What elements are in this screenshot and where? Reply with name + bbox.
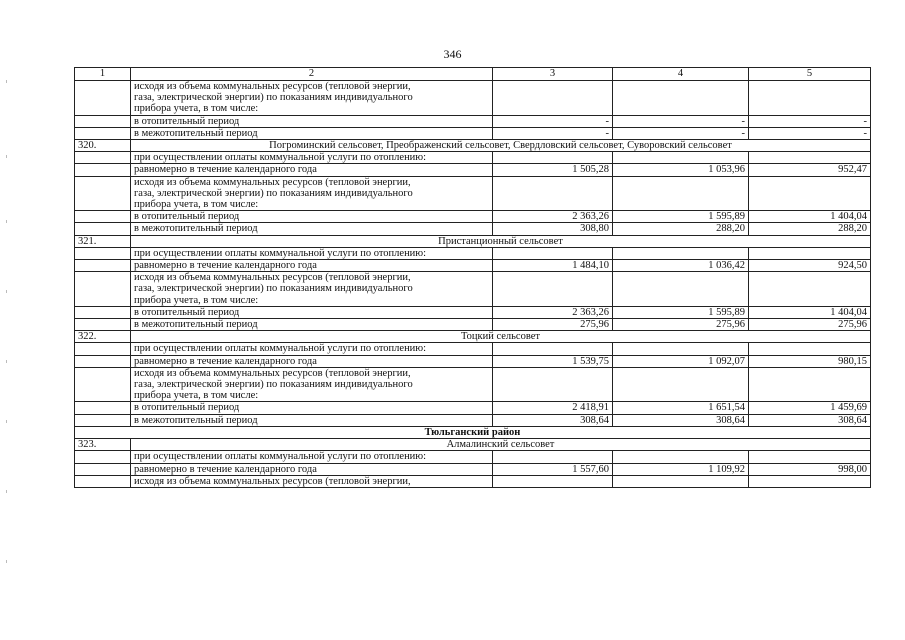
row-number-cell [75,414,131,426]
row-label: равномерно в течение календарного года [131,164,493,176]
row-label: в межотопительный период [131,414,493,426]
row-label: в отопительный период [131,211,493,223]
table-row [75,402,871,414]
table-row [75,260,871,272]
column-number: 2 [131,68,493,81]
tariff-value-col5: 924,50 [749,260,871,272]
row-label-multiline [131,176,493,211]
table-row [75,247,871,259]
scan-margin-marks [6,60,8,580]
row-number-cell [75,176,131,211]
table-row [75,211,871,223]
empty-cell [493,475,613,487]
row-number-cell [75,463,131,475]
empty-cell [613,367,749,402]
section-title: Тоцкий сельсовет [131,331,871,343]
tariff-value-col4: 1 053,96 [613,164,749,176]
tariff-value-col5: 998,00 [749,463,871,475]
table-row [75,127,871,139]
empty-cell [749,272,871,307]
margin-tick [6,155,7,158]
row-number-cell [75,355,131,367]
tariff-value-col4: 1 036,42 [613,260,749,272]
row-label-multiline [131,81,493,116]
section-title: Погроминский сельсовет, Преображенский сельсовет, Свердловский сельсовет, Суворовский сельсовет [131,140,871,152]
tariff-value-col4: - [613,127,749,139]
tariff-value-col5: 308,64 [749,414,871,426]
margin-tick [6,560,7,563]
tariff-value-col4: 275,96 [613,319,749,331]
table-row [75,81,871,116]
row-label: исходя из объема коммунальных ресурсов (тепловой энергии, [131,475,493,487]
column-number: 3 [493,68,613,81]
margin-tick [6,490,7,493]
district-title: Тюльганский район [75,426,871,438]
tariff-value-col5: 288,20 [749,223,871,235]
section-title: Алмалинский сельсовет [131,439,871,451]
tariff-value-col5: 1 404,04 [749,306,871,318]
table-row [75,235,871,247]
table-row [75,414,871,426]
tariff-value-col5: 275,96 [749,319,871,331]
tariff-value-col3: 1 539,75 [493,355,613,367]
section-number: 320. [75,140,131,152]
row-number-cell [75,272,131,307]
section-number: 322. [75,331,131,343]
empty-cell [493,272,613,307]
tariff-value-col3: 2 418,91 [493,402,613,414]
row-label: в отопительный период [131,115,493,127]
empty-cell [613,475,749,487]
tariff-value-col4: 1 092,07 [613,355,749,367]
empty-cell [613,247,749,259]
empty-cell [749,451,871,463]
row-number-cell [75,260,131,272]
section-number: 323. [75,439,131,451]
row-label: при осуществлении оплаты коммунальной услуги по отоплению: [131,152,493,164]
table-row [75,272,871,307]
tariff-value-col4: 1 595,89 [613,306,749,318]
tariff-value-col3: - [493,127,613,139]
row-number-cell [75,81,131,116]
empty-cell [749,152,871,164]
row-label: равномерно в течение календарного года [131,260,493,272]
empty-cell [749,367,871,402]
row-label: равномерно в течение календарного года [131,463,493,475]
tariff-value-col3: 275,96 [493,319,613,331]
tariff-table [74,67,871,488]
row-label: в межотопительный период [131,127,493,139]
table-row [75,176,871,211]
empty-cell [493,343,613,355]
tariff-value-col5: - [749,127,871,139]
section-title: Пристанционный сельсовет [131,235,871,247]
margin-tick [6,290,7,293]
table-row [75,319,871,331]
row-number-cell [75,247,131,259]
row-label-line: газа, электрической энергии) по показаниям индивидуального [134,283,413,295]
table-row [75,475,871,487]
empty-cell [749,176,871,211]
empty-cell [493,152,613,164]
table-row [75,115,871,127]
tariff-value-col4: 1 109,92 [613,463,749,475]
page-number: 346 [443,47,462,61]
empty-cell [613,81,749,116]
tariff-value-col3: - [493,115,613,127]
tariff-value-col5: 1 459,69 [749,402,871,414]
tariff-value-col3: 308,64 [493,414,613,426]
empty-cell [493,176,613,211]
row-number-cell [75,223,131,235]
column-number-row [75,68,871,81]
column-number: 5 [749,68,871,81]
empty-cell [493,81,613,116]
row-label-line: газа, электрической энергии) по показаниям индивидуального [134,379,413,391]
empty-cell [493,451,613,463]
table-row [75,355,871,367]
row-label-line: исходя из объема коммунальных ресурсов (тепловой энергии, [134,81,411,92]
tariff-value-col4: 1 595,89 [613,211,749,223]
table-row [75,140,871,152]
empty-cell [613,152,749,164]
empty-cell [613,176,749,211]
row-label: при осуществлении оплаты коммунальной услуги по отоплению: [131,451,493,463]
row-label-multiline [131,367,493,402]
table-row [75,164,871,176]
tariff-value-col3: 2 363,26 [493,211,613,223]
row-label: при осуществлении оплаты коммунальной услуги по отоплению: [131,247,493,259]
column-number: 1 [75,68,131,81]
table-row [75,367,871,402]
table-row [75,463,871,475]
row-label: при осуществлении оплаты коммунальной услуги по отоплению: [131,343,493,355]
table-row [75,331,871,343]
row-number-cell [75,127,131,139]
tariff-value-col3: 1 505,28 [493,164,613,176]
tariff-value-col3: 308,80 [493,223,613,235]
row-number-cell [75,115,131,127]
row-label: в отопительный период [131,306,493,318]
row-label-line: исходя из объема коммунальных ресурсов (тепловой энергии, [134,367,411,379]
row-label: в межотопительный период [131,319,493,331]
table-row [75,343,871,355]
empty-cell [749,343,871,355]
empty-cell [613,272,749,307]
tariff-table-body [75,68,871,488]
row-label: равномерно в течение календарного года [131,355,493,367]
row-label-line: газа, электрической энергии) по показаниям индивидуального [134,92,413,104]
row-number-cell [75,475,131,487]
empty-cell [493,247,613,259]
empty-cell [749,247,871,259]
row-label-multiline [131,272,493,307]
margin-tick [6,220,7,223]
tariff-value-col4: - [613,115,749,127]
row-number-cell [75,164,131,176]
tariff-value-col3: 1 557,60 [493,463,613,475]
table-row [75,426,871,438]
tariff-value-col3: 1 484,10 [493,260,613,272]
row-label-line: прибора учета, в том числе: [134,294,259,306]
tariff-value-col3: 2 363,26 [493,306,613,318]
row-label-line: газа, электрической энергии) по показаниям индивидуального [134,187,413,199]
margin-tick [6,360,7,363]
margin-tick [6,420,7,423]
table-row [75,223,871,235]
empty-cell [493,367,613,402]
tariff-value-col4: 288,20 [613,223,749,235]
empty-cell [749,81,871,116]
column-number: 4 [613,68,749,81]
tariff-value-col5: 980,15 [749,355,871,367]
table-row [75,306,871,318]
row-label-line: исходя из объема коммунальных ресурсов (тепловой энергии, [134,272,411,284]
row-label-line: исходя из объема коммунальных ресурсов (тепловой энергии, [134,176,411,188]
margin-tick [6,80,7,83]
row-number-cell [75,402,131,414]
tariff-value-col4: 308,64 [613,414,749,426]
tariff-value-col5: 1 404,04 [749,211,871,223]
row-label: в межотопительный период [131,223,493,235]
row-label: в отопительный период [131,402,493,414]
row-number-cell [75,306,131,318]
empty-cell [613,343,749,355]
row-number-cell [75,451,131,463]
empty-cell [749,475,871,487]
row-number-cell [75,367,131,402]
tariff-value-col5: 952,47 [749,164,871,176]
row-label-line: прибора учета, в том числе: [134,390,259,402]
row-number-cell [75,343,131,355]
row-number-cell [75,319,131,331]
table-row [75,152,871,164]
row-label-line: прибора учета, в том числе: [134,199,259,211]
section-number: 321. [75,235,131,247]
row-number-cell [75,211,131,223]
empty-cell [613,451,749,463]
tariff-value-col5: - [749,115,871,127]
row-number-cell [75,152,131,164]
row-label-line: прибора учета, в том числе: [134,103,259,115]
table-row [75,451,871,463]
tariff-value-col4: 1 651,54 [613,402,749,414]
table-row [75,439,871,451]
